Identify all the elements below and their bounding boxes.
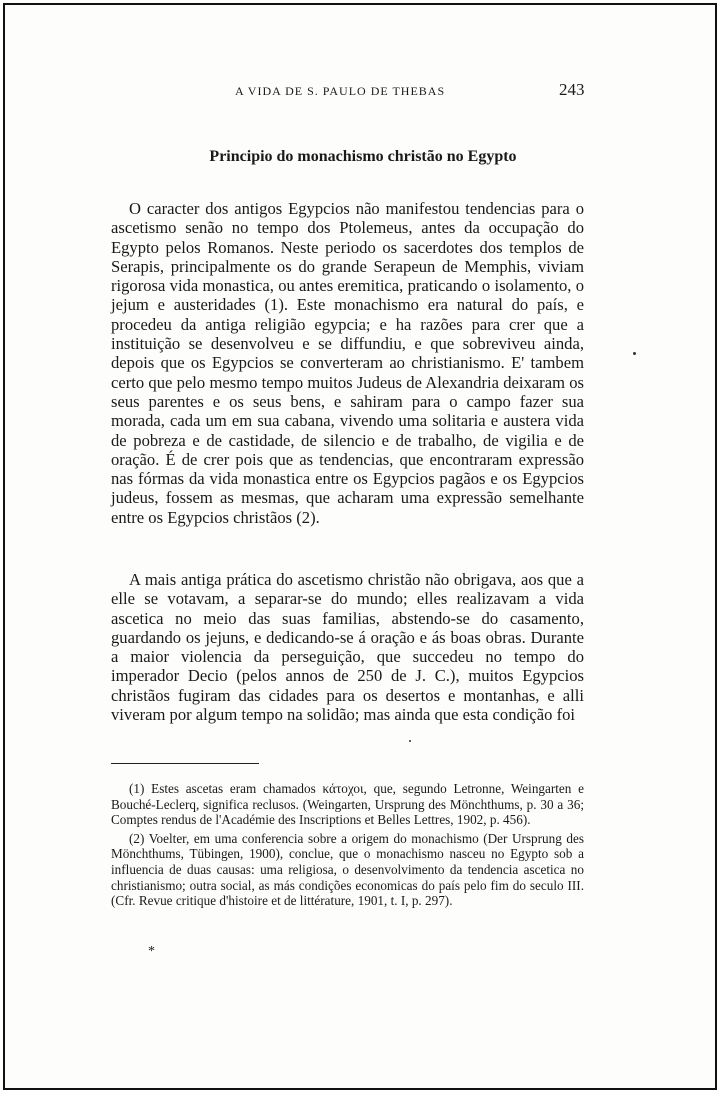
footnote-divider xyxy=(111,763,259,764)
page-number: 243 xyxy=(559,80,585,99)
footnote-2: (2) Voelter, em uma conferencia sobre a origem do monachismo (Der Ursprung des Mönchthums, Tübingen, 1900), conclue, que o monachismo nasceu no Egypto sob a influencia de duas causas: uma religiosa, o desenvolvimento da tendencia ascetica no christianismo; outra social, as más condições economicas do país pelo fim do seculo III. (Cfr. Revue critique d'histoire et de littérature, 1901, t. I, p. 297). xyxy=(111,830,584,909)
print-speck xyxy=(633,352,636,355)
page-frame xyxy=(3,3,717,1090)
body-paragraph-1 xyxy=(111,199,584,527)
asterisk-mark: * xyxy=(148,944,155,959)
footnote-1: (1) Estes ascetas eram chamados κάτοχοι, que, segundo Letronne, Weingarten e Bouché-Leclerq, significa reclusos. (Weingarten, Ursprung des Mönchthums, p. 30 a 36; Comptes rendus de l'Académie des Inscriptions et Belles Lettres, 1902, p. 456). xyxy=(111,781,584,828)
footnotes xyxy=(111,781,584,909)
print-speck xyxy=(409,740,411,742)
body-paragraph-2 xyxy=(111,570,584,724)
section-title: Principio do monachismo christão no Egypto xyxy=(209,148,517,165)
paragraph-text: A mais antiga prática do ascetismo christão não obrigava, aos que a elle se votavam, a separar-se do mundo; elles realizavam a vida ascetica no meio das suas familias, abstendo-se do casamento, guardando os jejuns, e dedicando-se á oração e ás boas obras. Durante a maior violencia da perseguição, que succedeu no tempo do imperador Decio (pelos annos de 250 de J. C.), muitos Egypcios christãos fugiram das cidades para os desertos e montanhas, e alli viveram por algum tempo na solidão; mas ainda que esta condição foi xyxy=(111,570,584,725)
paragraph-text: O caracter dos antigos Egypcios não manifestou tendencias para o ascetismo senão no tempo dos Ptolemeus, antes da occupação do Egypto pelos Romanos. Neste periodo os sacerdotes dos templos de Serapis, principalmente os do grande Serapeun de Memphis, viviam rigorosa vida monastica, ou antes eremitica, praticando o isolamento, o jejum e austeridades (1). Este monachismo era natural do país, e procedeu da antiga religião egypcia; e ha razões para crer que a instituição se desenvolveu e se diffundiu, e que sobreviveu ainda, depois que os Egypcios se converteram ao christianismo. E' tambem certo que pelo mesmo tempo muitos Judeus de Alexandria deixaram os seus parentes e os seus bens, e sahiram para o campo fazer sua morada, cada um em sua cabana, vivendo uma solitaria e austera vida de pobreza e de castidade, de silencio e de trabalho, de vigilia e de oração. É de crer pois que as tendencias, que encontraram expressão nas fórmas da vida monastica entre os Egypcios pagãos e os Egypcios judeus, fossem as mesmas, que acharam uma expressão semelhante entre os Egypcios christãos (2). xyxy=(111,199,584,527)
running-header: A VIDA DE S. PAULO DE THEBAS xyxy=(235,84,446,98)
